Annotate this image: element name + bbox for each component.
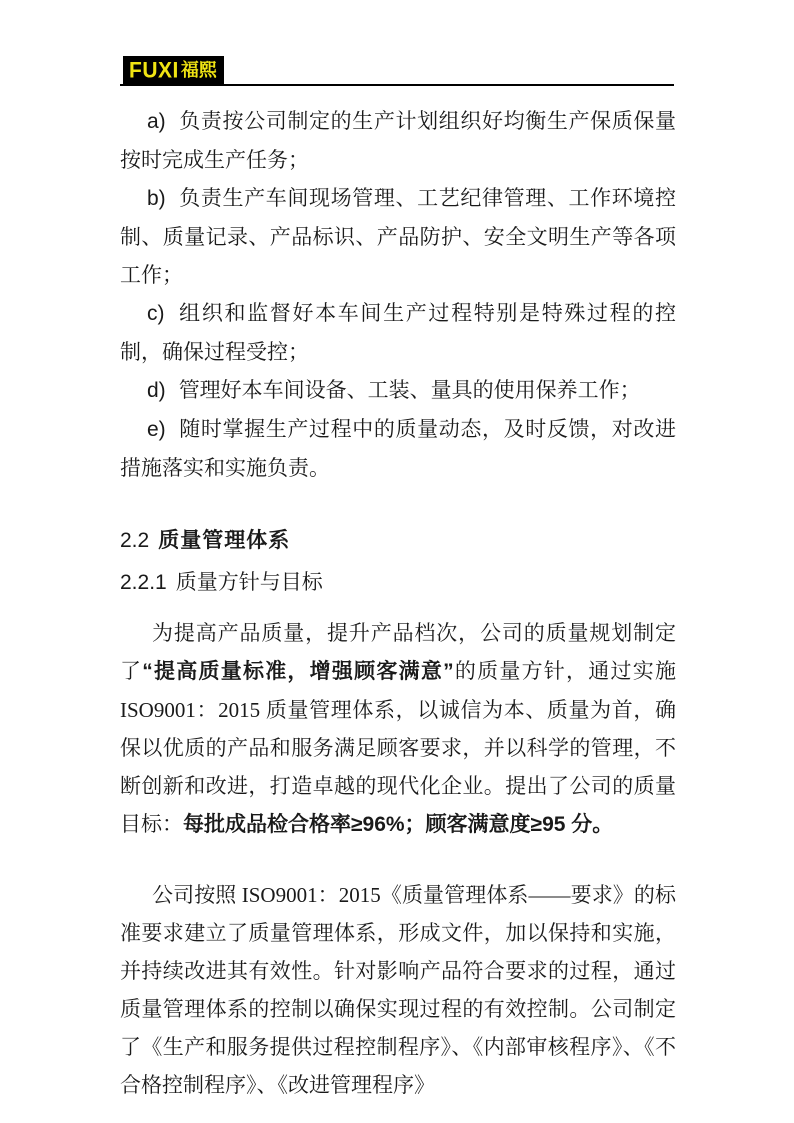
list-marker-c: c) — [147, 302, 165, 325]
paragraph-quality-policy: 为提高产品质量，提升产品档次，公司的质量规划制定了“提高质量标准，增强顾客满意”的质量方针，通过实施 ISO9001：2015 质量管理体系，以诚信为本、质量为首，确保以优质的产品和服务满足顾客要求，并以科学的管理，不断创新和改进，打造卓越的现代化企业。提出了公司的质量目标：每批成品检合格率≥96%；顾客满意度≥95 分。 — [120, 621, 677, 836]
duty-text-d: 管理好本车间设备、工装、量具的使用保养工作； — [178, 378, 641, 402]
paragraph-quality-system: 公司按照 ISO9001：2015《质量管理体系——要求》的标准要求建立了质量管理体系，形成文件，加以保持和实施，并持续改进其有效性。针对影响产品符合要求的过程，通过质量管理体系的控制以确保实现过程的有效控制。公司制定了《生产和服务提供过程控制程序》、《内部审核程序》、《不合格控制程序》、《改进管理程序》 — [120, 883, 676, 1097]
company-logo — [123, 56, 224, 84]
list-marker-d: d) — [147, 379, 166, 402]
duty-text-e: 随时掌握生产过程中的质量动态，及时反馈，对改进措施落实和实施负责。 — [120, 417, 676, 480]
duty-item-e — [120, 410, 676, 487]
header-rule — [120, 84, 674, 86]
duty-text-b: 负责生产车间现场管理、工艺纪律管理、工作环境控制、质量记录、产品标识、产品防护、安全文明生产等各项工作； — [120, 186, 676, 287]
duty-item-d — [120, 371, 676, 410]
heading-section-2-2 — [120, 521, 676, 560]
heading-2-2-number: 2.2 — [120, 529, 150, 552]
list-marker-a: a) — [147, 110, 166, 133]
duty-text-c: 组织和监督好本车间生产过程特别是特殊过程的控制，确保过程受控； — [120, 301, 676, 364]
logo-latin-text: FUXI — [129, 57, 179, 83]
heading-2-2-title: 质量管理体系 — [158, 529, 291, 552]
document-body — [120, 102, 676, 1104]
duty-item-c — [120, 294, 676, 371]
logo-cjk-text: 福熙 — [180, 60, 217, 80]
duty-item-a — [120, 102, 676, 179]
duty-item-b — [120, 179, 676, 294]
list-marker-b: b) — [147, 187, 166, 210]
page-header — [120, 0, 676, 87]
heading-2-2-1-title: 质量方针与目标 — [175, 570, 323, 594]
heading-2-2-1-number: 2.2.1 — [120, 571, 167, 594]
duty-text-a: 负责按公司制定的生产计划组织好均衡生产保质保量按时完成生产任务； — [120, 109, 676, 172]
list-marker-e: e) — [147, 418, 166, 441]
heading-subsection-2-2-1 — [120, 563, 676, 602]
